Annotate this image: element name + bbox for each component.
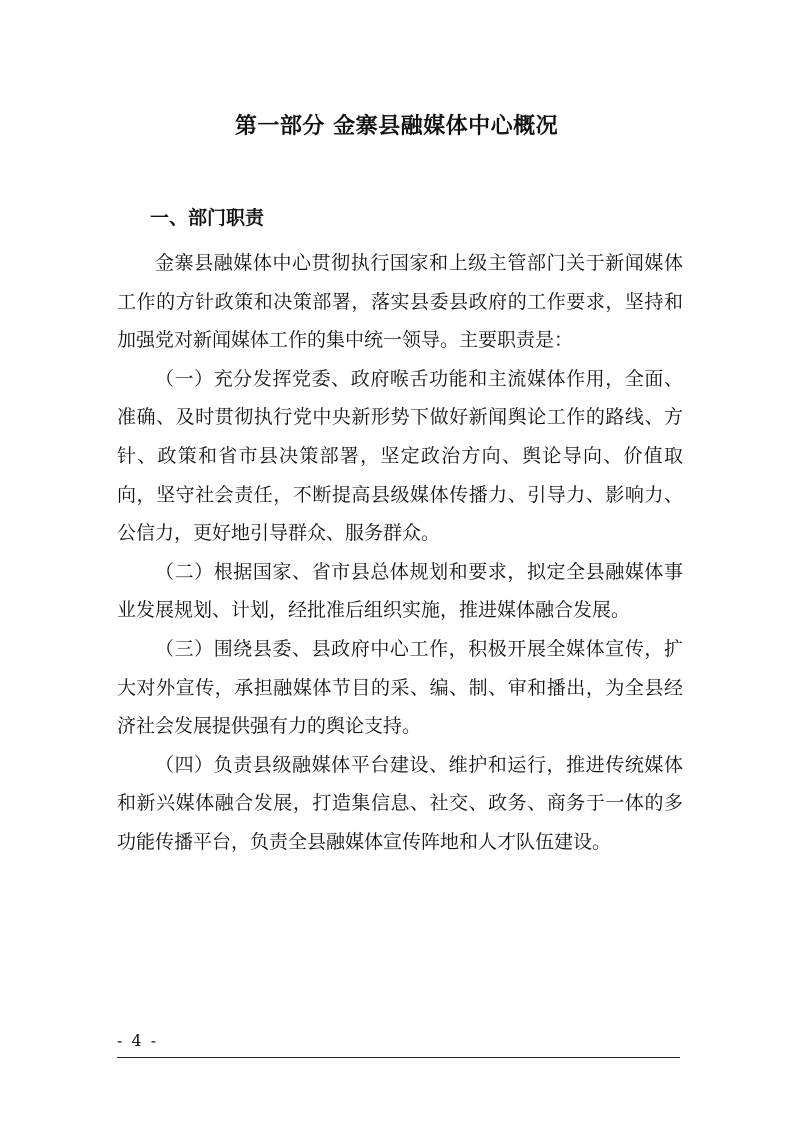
page-title: 第一部分 金寨县融媒体中心概况 — [234, 114, 559, 139]
duty-paragraph-4: （四）负责县级融媒体平台建设、维护和运行，推进传统媒体和新兴媒体融合发展，打造集信息、社交、政务、商务于一体的多功能传播平台，负责全县融媒体宣传阵地和人才队伍建设。 — [117, 753, 683, 853]
footer-divider — [117, 1057, 680, 1058]
intro-paragraph: 金寨县融媒体中心贯彻执行国家和上级主管部门关于新闻媒体工作的方针政策和决策部署，落实县委县政府的工作要求，坚持和加强党对新闻媒体工作的集中统一领导。主要职责是： — [117, 252, 683, 352]
section-heading: 一、部门职责 — [150, 207, 265, 229]
duty-paragraph-2: （二）根据国家、省市县总体规划和要求，拟定全县融媒体事业发展规划、计划，经批准后组织实施，推进媒体融合发展。 — [117, 560, 683, 622]
page-number: - 4 - — [117, 1031, 159, 1050]
duty-paragraph-3: （三）围绕县委、县政府中心工作，积极开展全媒体宣传，扩大对外宣传，承担融媒体节目的采、编、制、审和播出，为全县经济社会发展提供强有力的舆论支持。 — [117, 637, 683, 738]
duty-paragraph-1: （一）充分发挥党委、政府喉舌功能和主流媒体作用，全面、准确、及时贯彻执行党中央新形势下做好新闻舆论工作的路线、方针、政策和省市县决策部署，坚定政治方向、舆论导向、价值取向，坚守社会责任，不断提高县级媒体传播力、引导力、影响力、公信力，更好地引导群众、服务群众。 — [117, 367, 683, 545]
body-text — [117, 244, 683, 862]
